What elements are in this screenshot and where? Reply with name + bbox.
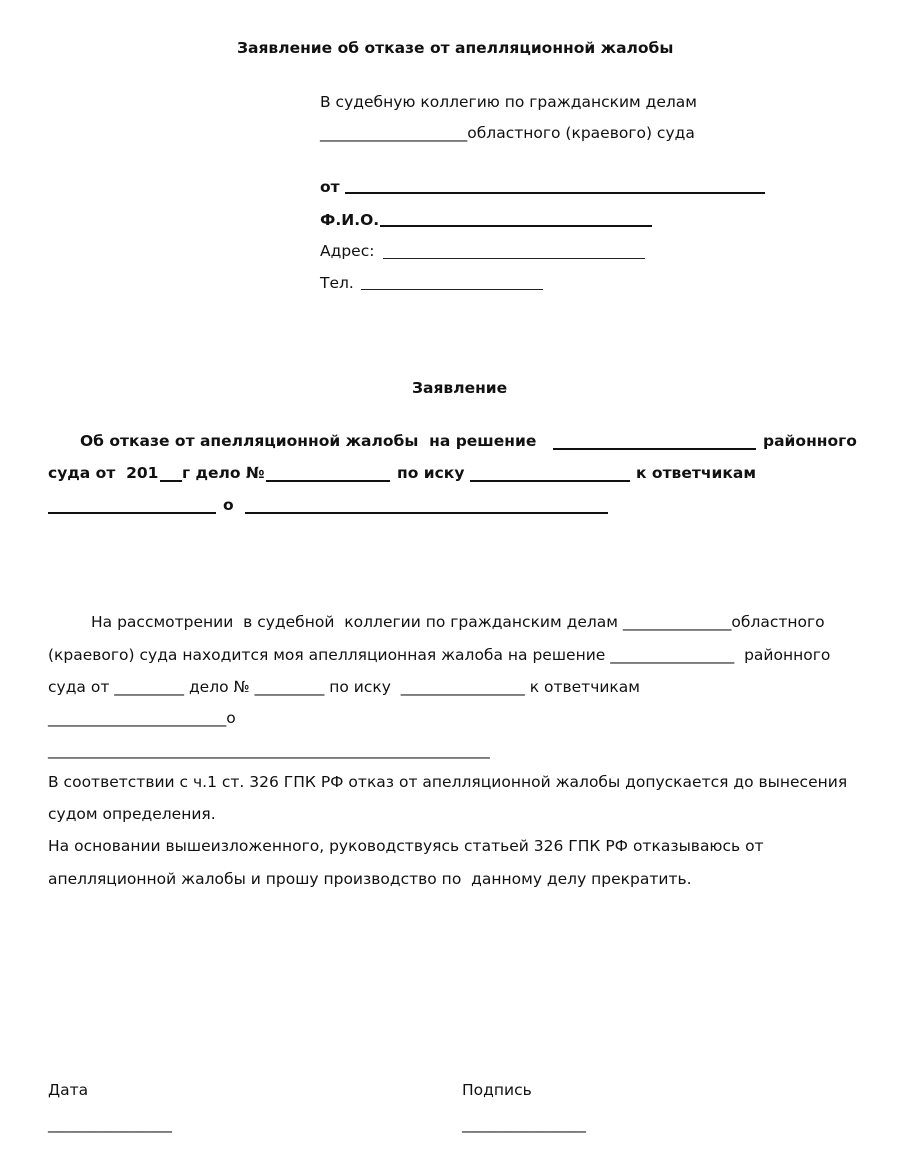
fio-label: Ф.И.О.: [320, 211, 380, 229]
body-p1-line-2: (краевого) суда находится моя апелляционная жалоба на решение ________________ районного: [48, 646, 831, 664]
addressee-line-1: В судебную коллегию по гражданским делам: [320, 93, 698, 111]
body-p1-line-3: суда от _________ дело № _________ по иску ________________ к ответчикам: [48, 678, 640, 696]
subject-line-1-b: районного: [763, 432, 857, 450]
date-label: Дата: [48, 1081, 89, 1099]
body-p3-line-2: апелляционной жалобы и прошу производство по данному делу прекратить.: [48, 870, 692, 888]
defendants-field-line[interactable]: [48, 512, 216, 514]
subject-line-1-a: Об отказе от апелляционной жалобы на решение: [80, 432, 537, 450]
phone-field-line[interactable]: [361, 289, 543, 290]
subject-line-2-d: к ответчикам: [636, 464, 757, 482]
statement-heading: Заявление: [412, 379, 508, 397]
phone-label: Тел.: [320, 274, 354, 292]
subject-line-2-a: суда от 201: [48, 464, 159, 482]
body-p3-line-1: На основании вышеизложенного, руководствуясь статьей 326 ГПК РФ отказываюсь от: [48, 837, 764, 855]
plaintiff-field-line[interactable]: [470, 480, 630, 482]
subject-matter-field-line[interactable]: [245, 512, 608, 514]
subject-line-2-b: г дело №: [182, 464, 265, 482]
fio-field-line[interactable]: [380, 225, 652, 227]
address-label: Адрес:: [320, 242, 375, 260]
from-field-line[interactable]: [345, 192, 765, 194]
from-label: от: [320, 178, 340, 196]
subject-line-2-c: по иску: [397, 464, 465, 482]
signature-field-line[interactable]: ________________: [462, 1115, 586, 1133]
body-p2-line-1: В соответствии с ч.1 ст. 326 ГПК РФ отказ от апелляционной жалобы допускается до вынесения: [48, 773, 848, 791]
body-p1-line-1: На рассмотрении в судебной коллегии по гражданским делам ______________областного: [91, 613, 825, 631]
body-p1-line-4: _______________________о: [48, 709, 236, 727]
district-court-field-line[interactable]: [553, 448, 756, 450]
addressee-line-2: ___________________областного (краевого) суда: [320, 124, 695, 142]
address-field-line[interactable]: [383, 258, 645, 259]
body-p2-line-2: судом определения.: [48, 805, 216, 823]
year-field-line[interactable]: [160, 480, 182, 482]
case-number-field-line[interactable]: [266, 480, 390, 482]
signature-label: Подпись: [462, 1081, 532, 1099]
document-title: Заявление об отказе от апелляционной жалобы: [237, 39, 674, 57]
date-field-line[interactable]: ________________: [48, 1115, 172, 1133]
body-p1-line-5: _________________________________________________________: [48, 741, 490, 759]
subject-line-3-o: о: [223, 496, 234, 514]
